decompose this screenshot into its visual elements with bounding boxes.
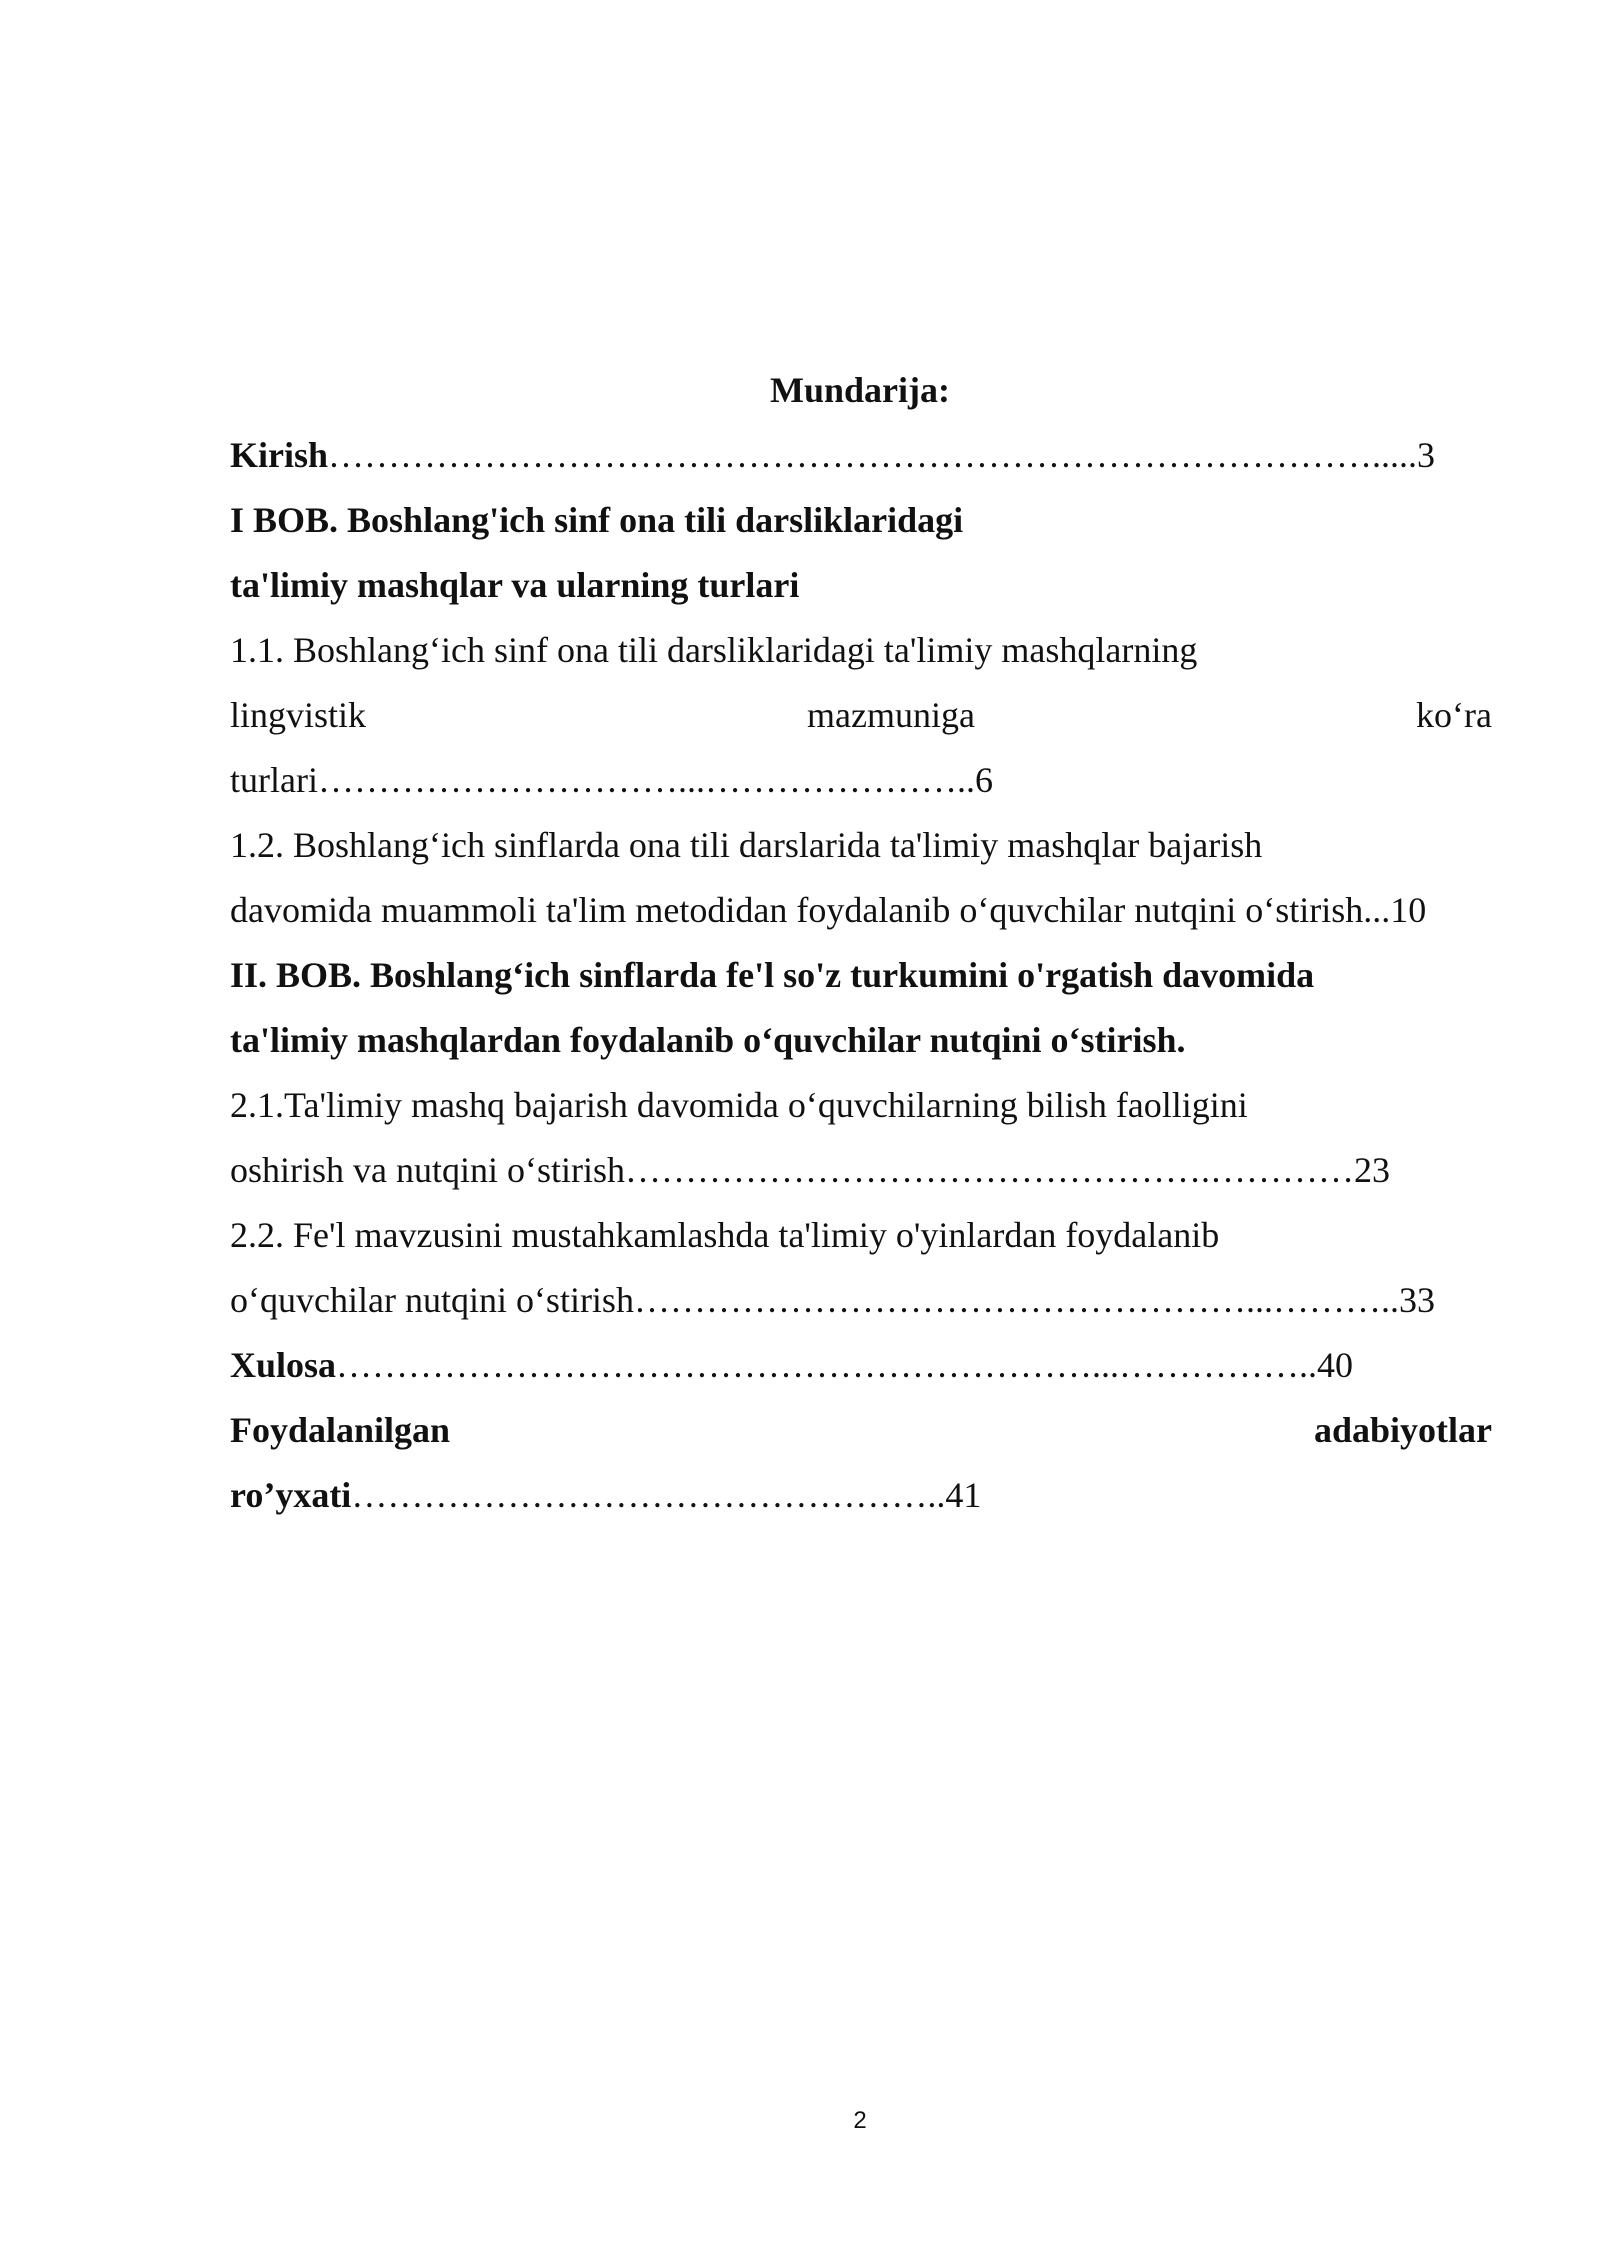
toc-entry-label: Kirish xyxy=(230,435,329,475)
toc-entry-conclusion xyxy=(230,1341,1492,1389)
toc-section2-1-line2: oshirish va nutqini o‘stirish………………………………………….…………23 xyxy=(230,1150,1390,1190)
page-number: 2 xyxy=(853,2107,867,2134)
toc-word: mazmuniga xyxy=(807,695,975,735)
toc-title: Mundarija: xyxy=(770,370,950,410)
toc-section2-1-line1: 2.1.Ta'limiy mashq bajarish davomida o‘quvchilarning bilish faolligini xyxy=(230,1085,1248,1125)
toc-chapter2-line1: II. BOB. Boshlang‘ich sinflarda fe'l so'z turkumini o'rgatish davomida xyxy=(230,955,1315,995)
toc-word: ko‘ra xyxy=(1416,695,1492,735)
toc-section1-1-line1: 1.1. Boshlang‘ich sinf ona tili darsliklaridagi ta'limiy mashqlarning xyxy=(230,630,1198,670)
toc-section1-2-line1: 1.2. Boshlang‘ich sinflarda ona tili darslarida ta'limiy mashqlar bajarish xyxy=(230,825,1263,865)
toc-word: Foydalanilgan xyxy=(230,1410,451,1450)
toc-leader: ………………………………………….. xyxy=(351,1475,946,1515)
toc-chapter1-line2: ta'limiy mashqlar va ularning turlari xyxy=(230,565,800,605)
toc-section2-2-line1: 2.2. Fe'l mavzusini mustahkamlashda ta'limiy o'yinlardan foydalanib xyxy=(230,1215,1220,1255)
toc-section1-2-line2: davomida muammoli ta'lim metodidan foydalanib o‘quvchilar nutqini o‘stirish...10 xyxy=(230,890,1427,930)
toc-section1-1-line2 xyxy=(230,691,1492,739)
toc-references-line2 xyxy=(230,1471,1492,1519)
toc-word: adabiyotlar xyxy=(1313,1410,1492,1450)
toc-entry-intro xyxy=(230,431,1492,479)
toc-section2-2-line2: o‘quvchilar nutqini o‘stirish……………………………………………...………..33 xyxy=(230,1280,1435,1320)
toc-entry-label: Xulosa xyxy=(230,1345,337,1385)
toc-entry-label: ro’yxati xyxy=(230,1475,352,1515)
toc-page-number: 3 xyxy=(1417,435,1436,475)
toc-word: lingvistik xyxy=(230,695,367,735)
toc-page-number: 41 xyxy=(945,1475,982,1515)
toc-leader: ………………………………………………………...…………….. xyxy=(336,1345,1318,1385)
toc-chapter1-line1: I BOB. Boshlang'ich sinf ona tili darsliklaridagi xyxy=(230,500,964,540)
toc-section1-1-line3: turlari…………………………...…………………..6 xyxy=(230,760,993,800)
toc-leader: ……………………………………………………………………………..... xyxy=(328,435,1418,475)
toc-page-number: 40 xyxy=(1317,1345,1354,1385)
toc-references-line1 xyxy=(230,1406,1492,1454)
toc-chapter2-line2: ta'limiy mashqlardan foydalanib o‘quvchilar nutqini o‘stirish. xyxy=(230,1020,1186,1060)
